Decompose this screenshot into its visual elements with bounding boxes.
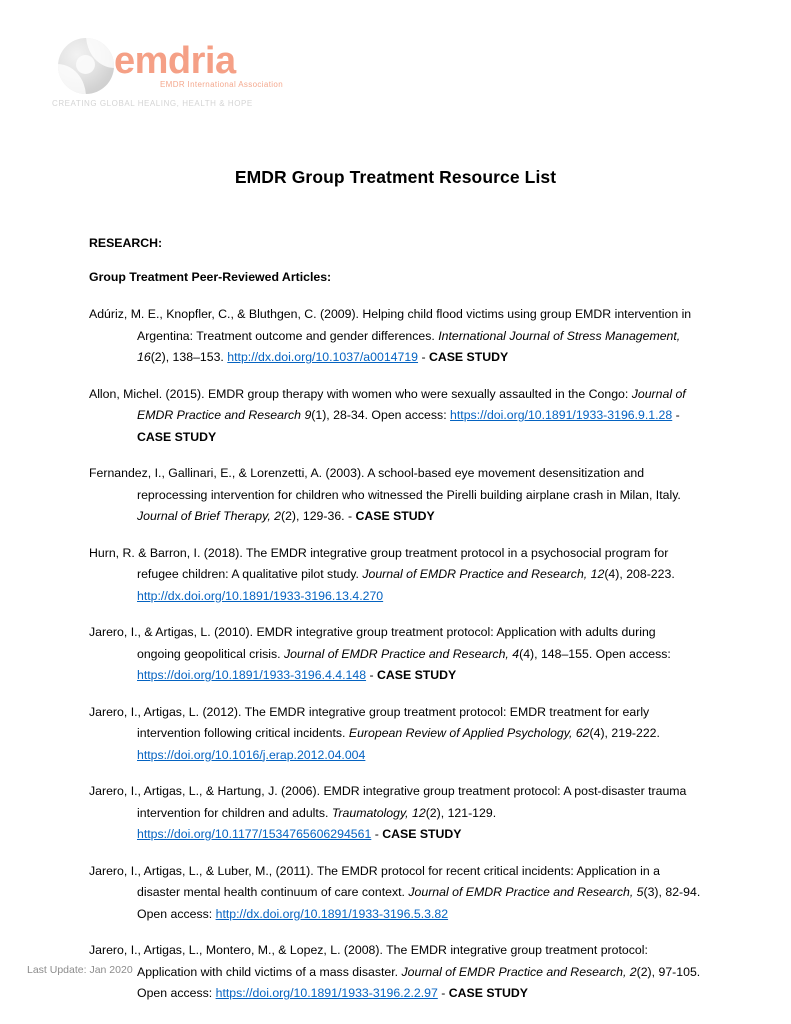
reference-entry (89, 384, 702, 449)
reference-entry (89, 702, 702, 767)
reference-pages: (2), 138–153. (150, 350, 228, 364)
reference-authors: Jarero, I., Artigas, L. (2012). (89, 704, 245, 719)
reference-entry (89, 940, 702, 1005)
reference-tag: CASE STUDY (376, 668, 457, 682)
reference-title: EMDR integrative group treatment protocol: Application with adults during ongoing geopolitical crisis. (137, 625, 656, 661)
reference-pages: (2), 121-129. (425, 805, 497, 820)
reference-pages: (3), 82-94. Open access: (137, 885, 701, 921)
reference-pages: (2), 129-36. - (281, 509, 356, 523)
reference-volume: 12 (412, 805, 426, 820)
reference-trailing: - (418, 350, 429, 364)
reference-pages: (4), 208-223. (604, 567, 675, 581)
reference-pages: (4), 148–155. Open access: (519, 646, 671, 661)
reference-authors: Jarero, I., Artigas, L., & Hartung, J. (2006). (89, 784, 324, 798)
reference-pages: (4), 219-222. (589, 726, 660, 740)
reference-tag: CASE STUDY (137, 429, 217, 444)
reference-journal: Journal of EMDR Practice and Research, (401, 964, 630, 979)
reference-link[interactable]: https://doi.org/10.1891/1933-3196.2.2.97 (215, 986, 438, 1000)
reference-volume: 12 (590, 567, 605, 581)
reference-authors: Adúriz, M. E., Knopfler, C., & Bluthgen, C. (2009). (89, 307, 363, 321)
reference-journal: European Review of Applied Psychology, (348, 726, 576, 740)
reference-entry (89, 622, 702, 687)
reference-trailing: - (672, 408, 680, 422)
reference-journal: Journal of EMDR Practice and Research, (283, 646, 513, 661)
reference-journal: Journal of Brief Therapy, (137, 509, 275, 523)
reference-list (89, 304, 702, 1005)
reference-link[interactable]: https://doi.org/10.1016/j.erap.2012.04.004 (137, 747, 366, 762)
reference-link[interactable]: https://doi.org/10.1177/1534765606294561 (137, 827, 372, 841)
page-title: EMDR Group Treatment Resource List (234, 167, 557, 187)
reference-volume: 9 (304, 408, 312, 422)
reference-title: The EMDR protocol for recent critical incidents: Application in a disaster mental health continuum of care context. (137, 863, 660, 899)
reference-entry (89, 463, 702, 528)
reference-trailing: - (437, 986, 449, 1000)
reference-trailing: - (371, 827, 383, 841)
reference-authors: Jarero, I., & Artigas, L. (2010). (89, 625, 257, 639)
reference-title: A school-based eye movement desensitization and reprocessing intervention for children who witnessed the Pirelli building airplane crash in Milan, Italy. (137, 466, 681, 502)
reference-tag: CASE STUDY (428, 350, 509, 364)
reference-entry (89, 781, 702, 846)
reference-link[interactable]: http://dx.doi.org/10.1891/1933-3196.13.4.270 (137, 588, 384, 603)
reference-link[interactable]: http://dx.doi.org/10.1037/a0014719 (227, 350, 419, 364)
reference-title: The EMDR integrative group treatment protocol in a psychosocial program for refugee children: A qualitative pilot study. (137, 545, 669, 581)
reference-tag: CASE STUDY (382, 827, 462, 841)
reference-title: EMDR group therapy with women who were sexually assaulted in the Congo: (207, 386, 632, 401)
logo-wordmark: emdria (114, 40, 236, 82)
reference-entry (89, 861, 702, 926)
reference-title: EMDR integrative group treatment protocol: A post-disaster trauma intervention for children and adults. (137, 784, 687, 820)
logo-subtitle: EMDR International Association (160, 80, 283, 89)
reference-journal: Traumatology, (331, 805, 413, 820)
reference-volume: 4 (512, 646, 520, 661)
reference-authors: Jarero, I., Artigas, L., & Luber, M., (2011). (89, 863, 317, 878)
reference-volume: 16 (137, 350, 151, 364)
reference-trailing: - (366, 668, 377, 682)
reference-entry (89, 543, 702, 608)
reference-pages: (2), 97-105. Open access: (137, 964, 701, 1000)
reference-journal: Journal of EMDR Practice and Research, (408, 885, 637, 899)
reference-title: The EMDR integrative group treatment protocol: EMDR treatment for early intervention following critical incidents. (137, 704, 650, 740)
logo-tagline: CREATING GLOBAL HEALING, HEALTH & HOPE (52, 99, 253, 108)
section-heading-research: RESEARCH: (89, 236, 163, 250)
reference-link[interactable]: https://doi.org/10.1891/1933-3196.4.4.148 (137, 668, 367, 682)
section-heading-articles: Group Treatment Peer-Reviewed Articles: (89, 270, 332, 284)
reference-link[interactable]: http://dx.doi.org/10.1891/1933-3196.5.3.82 (215, 906, 449, 921)
reference-tag: CASE STUDY (355, 509, 435, 523)
reference-volume: 5 (636, 885, 644, 899)
reference-journal: Journal of EMDR Practice and Research (137, 386, 686, 422)
reference-volume: 2 (274, 509, 281, 523)
reference-journal: International Journal of Stress Management, (438, 328, 681, 343)
reference-title: Helping child flood victims using group EMDR intervention in Argentina: Treatment outcome and gender differences. (137, 307, 692, 343)
reference-title: The EMDR integrative group treatment protocol: Application with child victims of a mass disaster. (137, 943, 648, 979)
reference-link[interactable]: https://doi.org/10.1891/1933-3196.9.1.28 (450, 408, 673, 422)
reference-volume: 62 (575, 726, 590, 740)
reference-authors: Fernandez, I., Gallinari, E., & Lorenzetti, A. (2003). (89, 466, 368, 480)
reference-entry (89, 304, 702, 369)
reference-authors: Jarero, I., Artigas, L., Montero, M., & Lopez, L. (2008). (89, 943, 387, 957)
reference-pages: (1), 28-34. Open access: (311, 408, 451, 422)
reference-journal: Journal of EMDR Practice and Research, (362, 567, 591, 581)
reference-authors: Hurn, R. & Barron, I. (2018). (89, 545, 246, 560)
reference-tag: CASE STUDY (448, 986, 529, 1000)
footer-last-update: Last Update: Jan 2020 (27, 964, 133, 976)
reference-authors: Allon, Michel. (2015). (89, 386, 208, 401)
reference-volume: 2 (629, 964, 637, 979)
document-body (89, 0, 702, 1005)
